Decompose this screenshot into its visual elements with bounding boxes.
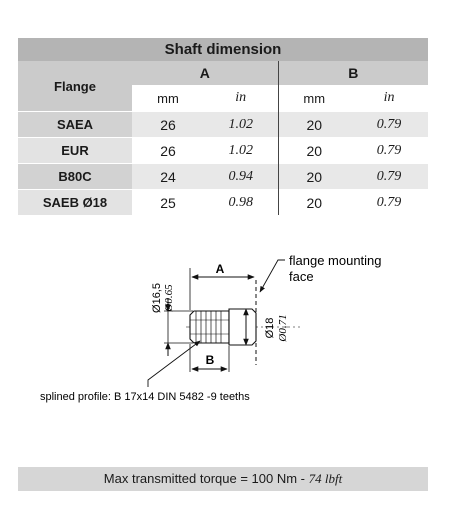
a-in-cell: 1.02 [204,138,278,164]
outer-dia-in-label: Ø0.65 [163,284,175,312]
flange-note-leader [260,260,285,292]
a-in-cell: 0.98 [204,190,278,216]
a-in-cell: 0.94 [204,164,278,190]
unit-header-b-mm: mm [278,85,350,112]
a-mm-cell: 24 [132,164,204,190]
flange-cell: EUR [18,138,132,164]
a-mm-cell: 26 [132,112,204,138]
b-mm-cell: 20 [278,164,350,190]
max-torque-text: Max transmitted torque = 100 Nm - [103,471,309,486]
unit-header-a-in: in [204,85,278,112]
shaft-drawing [0,240,454,415]
max-torque-bar [18,467,428,491]
b-mm-cell: 20 [278,138,350,164]
outer-dia-mm-label: Ø16,5 [151,283,163,313]
b-mm-cell: 20 [278,112,350,138]
group-b-header: B [278,61,428,85]
a-mm-cell: 26 [132,138,204,164]
shaft-dia-in-label: Ø0.71 [277,314,289,342]
a-in-cell: 1.02 [204,112,278,138]
dimension-a-label: A [215,262,225,276]
b-in-cell: 0.79 [350,112,428,138]
dimension-b-label: B [205,353,215,367]
flange-column-header: Flange [18,61,132,112]
table-title: Shaft dimension [18,38,428,61]
spline-note: splined profile: B 17x14 DIN 5482 -9 teeths [40,391,250,403]
b-in-cell: 0.79 [350,138,428,164]
group-a-header: A [132,61,278,85]
a-mm-cell: 25 [132,190,204,216]
b-in-cell: 0.79 [350,164,428,190]
b-mm-cell: 20 [278,190,350,216]
b-in-cell: 0.79 [350,190,428,216]
table-row [18,164,428,190]
unit-header-a-mm: mm [132,85,204,112]
flange-cell: SAEB Ø18 [18,190,132,216]
spline-note-leader [148,341,200,387]
shaft-dimension-table [18,38,428,215]
flange-note-line2: face [289,269,314,284]
unit-header-b-in: in [350,85,428,112]
table-row [18,190,428,216]
flange-cell: B80C [18,164,132,190]
flange-cell: SAEA [18,112,132,138]
shaft-dia-mm-label: Ø18 [264,317,276,339]
table-row [18,138,428,164]
table-row [18,112,428,138]
max-torque-imperial: 74 lbft [308,471,343,486]
flange-note-line1: flange mounting [289,253,382,268]
